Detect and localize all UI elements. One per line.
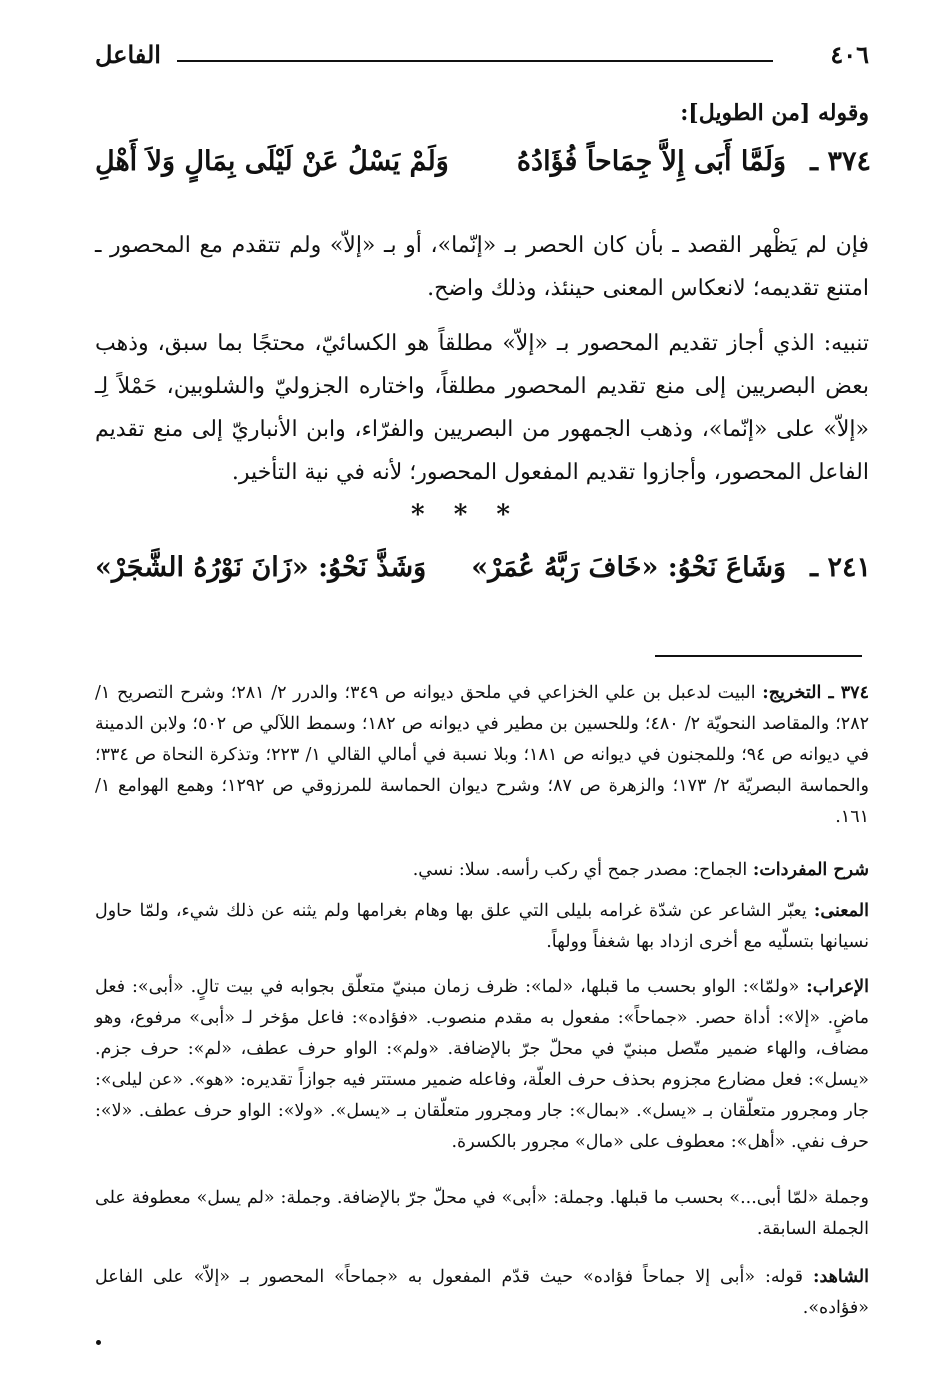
footnote-irab <box>95 972 869 1158</box>
paragraph-text: فإن لم يَظْهر القصد ـ بأن كان الحصر بـ «إنّما»، أو بـ «إلاّ» ولم تتقدم مع المحصور ـ امتنع تقديمه؛ لانعكاس المعنى حينئذ، وذلك واضح. <box>95 233 869 301</box>
footnote-shahid <box>95 1262 869 1324</box>
verse-second-hemistich: وَلَمْ يَسْلُ عَنْ لَيْلَى بِمَالٍ وَلاَ أَهْلِ <box>95 146 449 177</box>
footnote-text: يعبّر الشاعر عن شدّة غرامه بليلى التي علق بها وهام بغرامها ولم يثنه عن ذلك شيء، ولمّا حاول نسيانها بتسلّيه مع أخرى ازداد بها شغفاً وولهاً. <box>95 901 869 952</box>
footnote-text: وجملة «لمّا أبى...» بحسب ما قبلها. وجملة: «أبى» في محلّ جرّ بالإضافة. وجملة: «لم يسل» معطوفة على الجملة السابقة. <box>95 1188 869 1239</box>
running-header <box>95 40 869 80</box>
verse-number: ٢٤١ ـ <box>810 552 871 583</box>
page-number: ٤٠٦ <box>830 40 869 69</box>
footnote-label: المعنى: <box>813 901 869 921</box>
footnote-text: الجماح: مصدر جمح أي ركب رأسه. سلا: نسي. <box>412 860 748 880</box>
section-separator: * * * <box>411 500 520 530</box>
verse-241 <box>95 552 871 604</box>
header-rule <box>177 60 773 62</box>
verse-intro: وقوله [من الطويل]: <box>680 100 869 126</box>
verse-second-hemistich: وَشَذَّ نَحْوُ: «زَانَ نَوْرُهُ الشَّجَرْ» <box>95 552 427 583</box>
footnote-label: شرح المفردات: <box>752 860 869 880</box>
footnote-vocabulary <box>95 855 869 886</box>
footnote-text: «ولمّا»: الواو بحسب ما قبلها، «لما»: ظرف زمان مبنيّ متعلّق بجوابه في بيت تالٍ. «أبى»: فعل ماضٍ. «إلا»: أداة حصر. «جماحاً»: مفعول به مقدم منصوب. «فؤاده»: فاعل مؤخر لـ «أبى» مرفوع، وهو مضاف، والهاء ضمير متّصل مبنيّ في محلّ جرّ بالإضافة. «ولم»: الواو حرف عطف، «لم»: حرف جزم. «يسل»: فعل مضارع مجزوم بحذف حرف العلّة، وفاعله ضمير مستتر فيه جوازاً تقديره: «هو». «عن ليلى»: جار ومجرور متعلّقان بـ «يسل». «بمال»: جار ومجرور متعلّقان بـ «يسل». «ولا»: الواو حرف عطف. «لا»: حرف نفي. «أهل»: معطوف على «مال» مجرور بالكسرة. <box>95 977 869 1152</box>
footnote-label: الشاهد: <box>812 1267 869 1287</box>
footnote-label: الإعراب: <box>806 977 869 997</box>
footnote-meaning <box>95 896 869 958</box>
verse-first-hemistich: وَلَمَّا أَبَى إِلاَّ جِمَاحاً فُؤَادُهُ <box>516 146 786 177</box>
page-mark <box>96 1340 101 1345</box>
verse-first-hemistich: وَشَاعَ نَحْوُ: «خَافَ رَبَّهُ عُمَرْ» <box>471 552 786 583</box>
footnote-label: ٣٧٤ ـ التخريج: <box>762 683 869 703</box>
verse-number: ٣٧٤ ـ <box>810 146 871 177</box>
footnote-text: قوله: «أبى إلا جماحاً فؤاده» حيث قدّم المفعول به «جماحاً» المحصور بـ «إلاّ» على الفاعل «فؤاده». <box>95 1267 869 1318</box>
verse-374 <box>95 146 871 198</box>
footnote-sentences <box>95 1183 869 1245</box>
footnote-divider <box>655 655 862 657</box>
paragraph-text: تنبيه: الذي أجاز تقديم المحصور بـ «إلاّ» مطلقاً هو الكسائيّ، محتجًا بما سبق، وذهب بعض البصريين إلى منع تقديم المحصور مطلقاً، واختاره الجزوليّ والشلوبين، حَمْلاً لِـ «إلاّ» على «إنّما»، وذهب الجمهور من البصريين والفرّاء، وابن الأنباريّ إلى منع تقديم الفاعل المحصور، وأجازوا تقديم المفعول المحصور؛ لأنه في نية التأخير. <box>95 331 869 485</box>
chapter-title: الفاعل <box>95 40 161 69</box>
footnote-takhrij <box>95 678 869 833</box>
paragraph-restriction <box>95 224 869 310</box>
paragraph-note <box>95 322 869 494</box>
footnote-text: البيت لدعبل بن علي الخزاعي في ملحق ديوانه ص ٣٤٩؛ والدرر ٢/ ٢٨١؛ وشرح التصريح ١/ ٢٨٢؛ والمقاصد النحويّة ٢/ ٤٨٠؛ وللحسين بن مطير في ديوانه ص ١٨٢؛ وسمط اللآلي ص ٥٠٢؛ ولابن الدمينة في ديوانه ص ٩٤؛ وللمجنون في ديوانه ص ١٨١؛ وبلا نسبة في أمالي القالي ١/ ٢٢٣؛ وتذكرة النحاة ص ٣٣٤؛ والحماسة البصريّة ٢/ ١٧٣؛ والزهرة ص ٨٧؛ وشرح ديوان الحماسة للمرزوقي ص ١٢٩٢؛ وهمع الهوامع ١/ ١٦١. <box>95 683 870 827</box>
